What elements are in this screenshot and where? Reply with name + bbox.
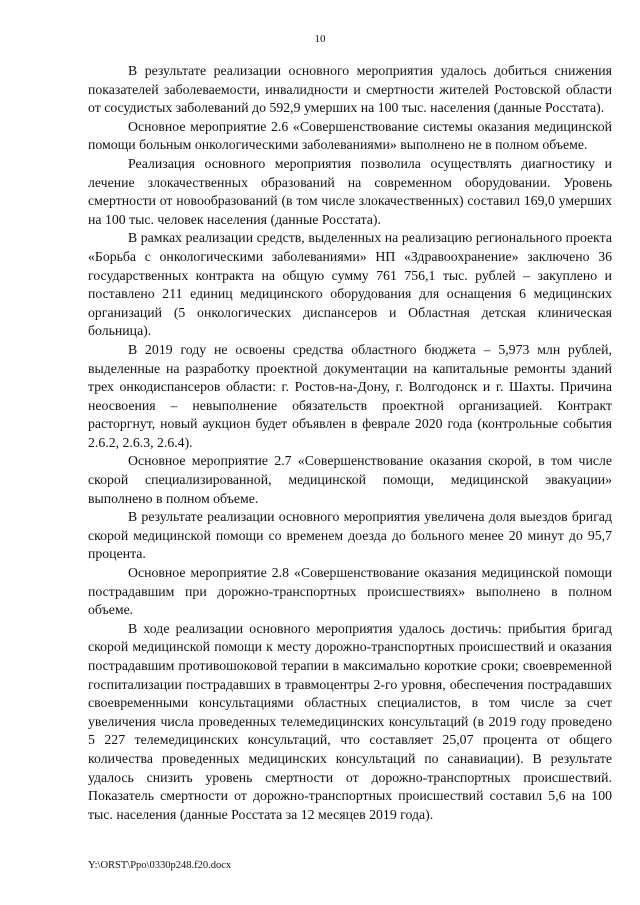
paragraph: В рамках реализации средств, выделенных на реализацию регионального проекта «Борьба с онкологическими заболеваниями» НП «Здравоохранение» заключено 36 государственных контракта на общую сумму 761 756,1 тыс. рублей – закуплено и поставлено 211 единиц медицинского оборудования для оснащения 6 медицинских организаций (5 онкологических диспансеров и Областная детская клиническая больница). [88, 230, 612, 339]
paragraph: Основное мероприятие 2.7 «Совершенствование оказания скорой, в том числе скорой специализированной, медицинской помощи, медицинской эвакуации» выполнено в полном объеме. [88, 453, 612, 506]
paragraph: В 2019 году не освоены средства областного бюджета – 5,973 млн рублей, выделенные на разработку проектной документации на капитальные ремонты зданий трех онкодиспансеров области: г. Ростов-на-Дону, г. Волгодонск и г. Шахты. Причина неосвоения – невыполнение обязательств проектной организацией. Контракт расторгнут, новый аукцион будет объявлен в феврале 2020 года (контрольные события 2.6.2, 2.6.3, 2.6.4). [88, 341, 612, 450]
paragraph: Реализация основного мероприятия позволила осуществлять диагностику и лечение злокачественных образований на современном оборудовании. Уровень смертности от новообразований (в том числе злокачественных) составил 169,0 умерших на 100 тыс. человек населения (данные Росстата). [88, 155, 612, 227]
page-number: 10 [314, 33, 326, 45]
paragraph: В результате реализации основного мероприятия удалось добиться снижения показателей заболеваемости, инвалидности и смертности жителей Ростовской области от сосудистых заболеваний до 592,9 умерших на 100 тыс. населения (данные Росстата). [88, 63, 612, 116]
paragraph: В ходе реализации основного мероприятия удалось достичь: прибытия бригад скорой медицинской помощи к месту дорожно-транспортных происшествий и оказания пострадавшим противошоковой терапии в максимально короткие сроки; своевременной госпитализации пострадавших в травмоцентры 2-го уровня, обеспечения пострадавших своевременными консультациями областных специалистов, в том числе за счет увеличения числа проведенных телемедицинских консультаций (в 2019 году проведено 5 227 телемедицинских консультаций, что составляет 25,07 процента от общего количества проведенных медицинских консультаций по санавиации). В результате удалось снизить уровень смертности от дорожно-транспортных происшествий. Показатель смертности от дорожно-транспортных происшествий составил 5,6 на 100 тыс. населения (данные Росстата за 12 месяцев 2019 года). [88, 620, 612, 822]
paragraph: В результате реализации основного мероприятия увеличена доля выездов бригад скорой медицинской помощи со временем доезда до больного менее 20 минут до 95,7 процента. [88, 509, 612, 562]
footer-file-path: Y:\ORST\Ppo\0330p248.f20.docx [88, 860, 232, 871]
document-body [88, 62, 612, 824]
paragraph: Основное мероприятие 2.6 «Совершенствование системы оказания медицинской помощи больным онкологическими заболеваниями» выполнено не в полном объеме. [88, 118, 612, 153]
paragraph: Основное мероприятие 2.8 «Совершенствование оказания медицинской помощи пострадавшим при дорожно-транспортных происшествиях» выполнено в полном объеме. [88, 565, 612, 618]
